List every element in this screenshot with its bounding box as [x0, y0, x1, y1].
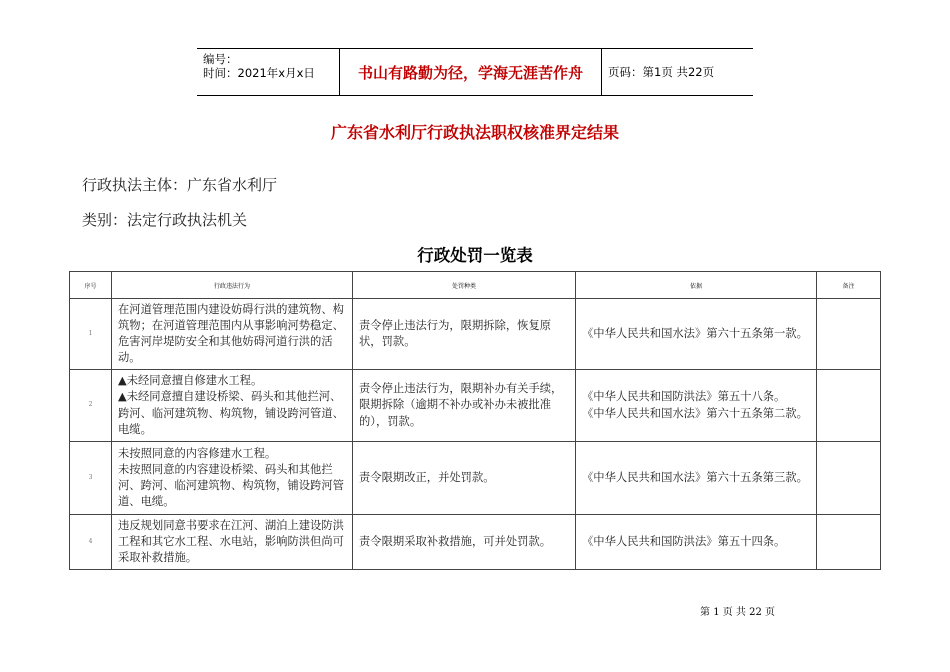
row-penalty: 责令停止违法行为，限期补办有关手续，限期拆除（逾期不补办或补办未被批准的），罚款。 — [353, 370, 576, 442]
violation-text: ▲未经同意擅自建设桥梁、码头和其他拦河、跨河、临河建筑物、构筑物，铺设跨河管道、电缆。 — [118, 390, 344, 436]
basis-text: 《中华人民共和国防洪法》第五十四条。 — [582, 534, 786, 548]
header-info-cell — [197, 49, 340, 95]
row-penalty: 责令限期采取补救措施，可并处罚款。 — [353, 515, 576, 570]
basis-text: 《中华人民共和国水法》第六十五条第一款。 — [582, 326, 808, 340]
header-penalty: 处罚种类 — [353, 272, 576, 299]
time-label: 时间：2021年x月x日 — [203, 66, 315, 80]
table-row — [70, 370, 881, 442]
document-header — [197, 48, 753, 96]
row-remark — [817, 515, 881, 570]
row-penalty: 责令停止违法行为，限期拆除，恢复原状，罚款。 — [353, 299, 576, 370]
row-violation — [112, 370, 353, 442]
table-row — [70, 299, 881, 370]
header-no: 序号 — [70, 272, 112, 299]
table-header-row — [70, 272, 881, 299]
header-remark: 备注 — [817, 272, 881, 299]
row-number: 1 — [70, 299, 112, 370]
row-number: 4 — [70, 515, 112, 570]
number-label: 编号： — [203, 52, 238, 66]
page-footer: 第 1 页 共 22 页 — [700, 607, 775, 618]
violation-text: 未按照同意的内容建设桥梁、码头和其他拦河、跨河、临河建筑物、构筑物，铺设跨河管道、电缆。 — [118, 462, 344, 509]
violation-text: ▲未经同意擅自修建水工程。 — [118, 374, 263, 388]
row-remark — [817, 370, 881, 442]
table-title: 行政处罚一览表 — [417, 246, 533, 265]
header-act: 行政违法行为 — [112, 272, 353, 299]
document-title: 广东省水利厅行政执法职权核准界定结果 — [330, 123, 619, 142]
row-remark — [817, 299, 881, 370]
row-basis — [576, 370, 817, 442]
row-penalty: 责令限期改正，并处罚款。 — [353, 442, 576, 515]
row-violation — [112, 515, 353, 570]
row-violation — [112, 442, 353, 515]
table-row — [70, 442, 881, 515]
row-basis — [576, 515, 817, 570]
row-number: 2 — [70, 370, 112, 442]
table-row — [70, 515, 881, 570]
basis-text: 《中华人民共和国水法》第六十五条第二款。 — [582, 406, 808, 420]
category-line: 类别：法定行政执法机关 — [82, 211, 248, 229]
row-violation — [112, 299, 353, 370]
violation-text: 在河道管理范围内建设妨碍行洪的建筑物、构筑物；在河道管理范围内从事影响河势稳定、危害河岸堤防安全和其他妨碍河道行洪的活动。 — [118, 302, 344, 365]
basis-text: 《中华人民共和国水法》第六十五条第三款。 — [582, 470, 808, 484]
basis-text: 《中华人民共和国防洪法》第五十八条。 — [582, 390, 786, 404]
penalty-table — [69, 271, 881, 570]
header-motto: 书山有路勤为径，学海无涯苦作舟 — [340, 49, 602, 95]
row-remark — [817, 442, 881, 515]
row-basis — [576, 442, 817, 515]
enforcement-subject: 行政执法主体：广东省水利厅 — [82, 176, 278, 194]
violation-text: 未按照同意的内容修建水工程。 — [118, 446, 277, 460]
violation-text: 违反规划同意书要求在江河、湖泊上建设防洪工程和其它水工程、水电站，影响防洪但尚可采取补救措施。 — [118, 518, 344, 565]
row-number: 3 — [70, 442, 112, 515]
header-page-code: 页码：第1页 共22页 — [608, 65, 715, 79]
header-basis: 依据 — [576, 272, 817, 299]
row-basis — [576, 299, 817, 370]
